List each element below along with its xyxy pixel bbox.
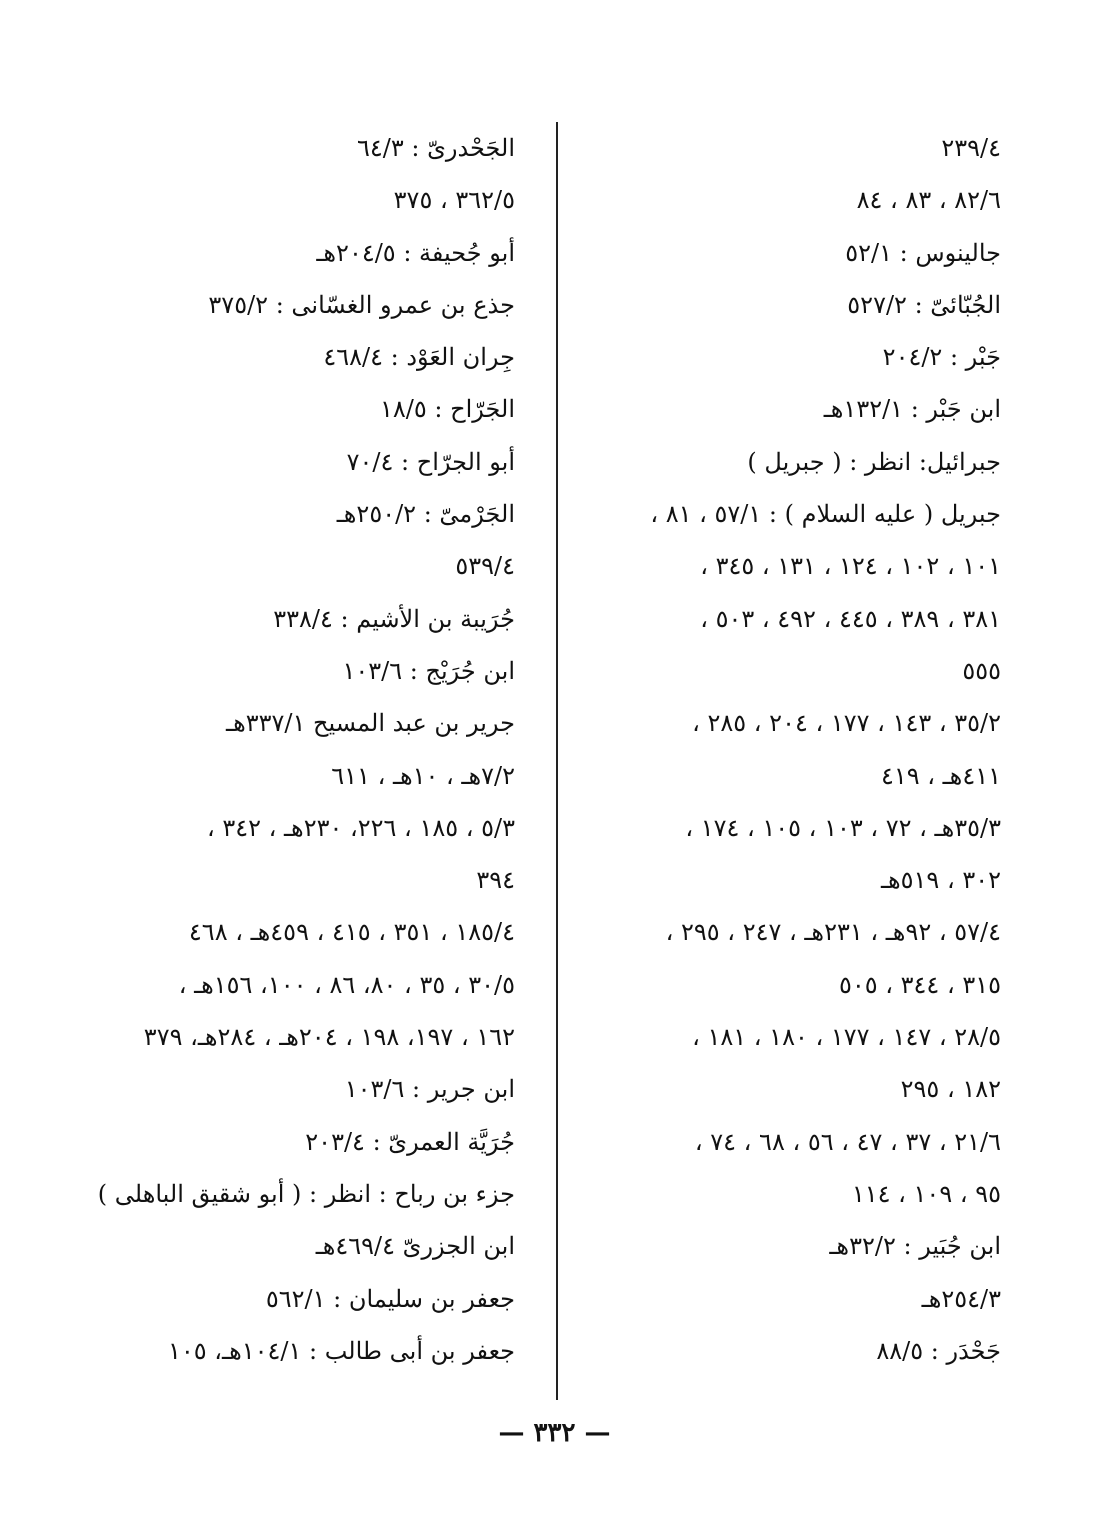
index-entry-line: ٧/٢هـ ، ١٠هـ ، ٦١١ [331, 761, 515, 790]
index-entry-line: جُرَيبة بن الأشيم : ٣٣٨/٤ [273, 604, 515, 633]
index-entry-line: الجُبّائىّ : ٥٢٧/٢ [847, 290, 1001, 319]
index-entry-line: ١٨٥/٤ ، ٣٥١ ، ٤١٥ ، ٤٥٩هـ ، ٤٦٨ [188, 918, 515, 947]
index-entry-line: ٥٥٥ [962, 656, 1001, 685]
index-entry-line: جُرَيَّة العمرىّ : ٢٠٣/٤ [305, 1127, 515, 1156]
index-entry-line: جزء بن رباح : انظر : ( أبو شقيق الباهلى ) [97, 1179, 515, 1208]
index-entry-line: جبريل ( عليه السلام ) : ٥٧/١ ، ٨١ ، [650, 500, 1001, 529]
index-entry-line: ٢٣٩/٤ [941, 134, 1001, 162]
left-index-column [95, 122, 515, 1377]
index-entry-line: جالينوس : ٥٢/١ [845, 238, 1001, 267]
index-entry-line: أبو الجرّاح : ٧٠/٤ [346, 447, 515, 476]
index-entry-line: ٨٢/٦ ، ٨٣ ، ٨٤ [856, 186, 1001, 215]
index-entry-line: ٣٠/٥ ، ٣٥ ، ٨٠، ٨٦ ، ١٠٠، ١٥٦هـ ، [178, 970, 515, 999]
index-entry-line: جَحْدَر : ٨٨/٥ [876, 1336, 1001, 1365]
index-entry-line: ١٨٢ ، ٢٩٥ [900, 1075, 1001, 1104]
index-entry-line: أبو جُحيفة : ٢٠٤/٥هـ [316, 238, 515, 267]
index-entry-line: ٢١/٦ ، ٣٧ ، ٤٧ ، ٥٦ ، ٦٨ ، ٧٤ ، [694, 1127, 1001, 1156]
index-entry-line: ١٠١ ، ١٠٢ ، ١٢٤ ، ١٣١ ، ٣٤٥ ، [700, 552, 1001, 581]
index-entry-line: جَبْر : ٢٠٤/٢ [882, 343, 1001, 372]
index-entry-line: ٣٦٢/٥ ، ٣٧٥ [393, 186, 515, 215]
index-entry-line: ٣١٥ ، ٣٤٤ ، ٥٠٥ [838, 970, 1001, 999]
index-entry-line: ٣٨١ ، ٣٨٩ ، ٤٤٥ ، ٤٩٢ ، ٥٠٣ ، [700, 604, 1001, 633]
index-entry-line: ابن الجزرىّ ٤٦٩/٤هـ [315, 1232, 515, 1261]
index-entry-line: جرير بن عبد المسيح ٣٣٧/١هـ [226, 709, 515, 738]
index-entry-line: جعفر بن أبى طالب : ١٠٤/١هـ، ١٠٥ [167, 1336, 515, 1365]
index-entry-line: الجَحْدرىّ : ٦٤/٣ [356, 134, 515, 162]
index-entry-line: ٣٥/٣هـ ، ٧٢ ، ١٠٣ ، ١٠٥ ، ١٧٤ ، [685, 813, 1001, 842]
index-entry-line: ابن جرير : ١٠٣/٦ [344, 1075, 515, 1104]
right-index-column [561, 122, 1001, 1377]
index-entry-line: ٣٥/٢ ، ١٤٣ ، ١٧٧ ، ٢٠٤ ، ٢٨٥ ، [692, 709, 1001, 738]
column-divider [556, 122, 558, 1400]
index-entry-line: ٥/٣ ، ١٨٥ ، ٢٢٦، ٢٣٠هـ ، ٣٤٢ ، [206, 813, 515, 842]
index-entry-line: ٢٥٤/٣هـ [921, 1284, 1001, 1313]
index-entry-line: ٣٠٢ ، ٥١٩هـ [880, 866, 1001, 895]
index-entry-line: الجَرّاح : ١٨/٥ [380, 395, 515, 424]
index-entry-line: الجَرْمىّ : ٢٥٠/٢هـ [336, 500, 515, 529]
index-entry-line: ابن جُرَيْج : ١٠٣/٦ [342, 656, 515, 685]
index-entry-line: ابن جُبَير : ٣٢/٢هـ [829, 1232, 1001, 1261]
index-entry-line: ٣٩٤ [476, 866, 515, 895]
index-entry-line: ٤١١هـ ، ٤١٩ [880, 761, 1001, 790]
index-entry-line: ١٦٢ ، ١٩٧، ١٩٨ ، ٢٠٤هـ ، ٢٨٤هـ، ٣٧٩ [143, 1023, 515, 1052]
index-entry-line: ٢٨/٥ ، ١٤٧ ، ١٧٧ ، ١٨٠ ، ١٨١ ، [692, 1023, 1001, 1052]
index-entry-line: جبرائيل: انظر : ( جبريل ) [747, 447, 1001, 476]
page-number: — ٣٣٢ — [498, 1418, 611, 1448]
index-entry-line: ٥٣٩/٤ [455, 552, 515, 581]
index-entry-line: ٥٧/٤ ، ٩٢هـ ، ٢٣١هـ ، ٢٤٧ ، ٢٩٥ ، [665, 918, 1001, 947]
index-entry-line: جذع بن عمرو الغسّانى : ٣٧٥/٢ [208, 290, 515, 319]
index-entry-line: جعفر بن سليمان : ٥٦٢/١ [265, 1284, 515, 1313]
index-entry-line: جِران العَوْد : ٤٦٨/٤ [323, 343, 515, 372]
index-entry-line: ابن جَبْر : ١٣٢/١هـ [823, 395, 1001, 424]
index-entry-line: ٩٥ ، ١٠٩ ، ١١٤ [851, 1179, 1001, 1208]
